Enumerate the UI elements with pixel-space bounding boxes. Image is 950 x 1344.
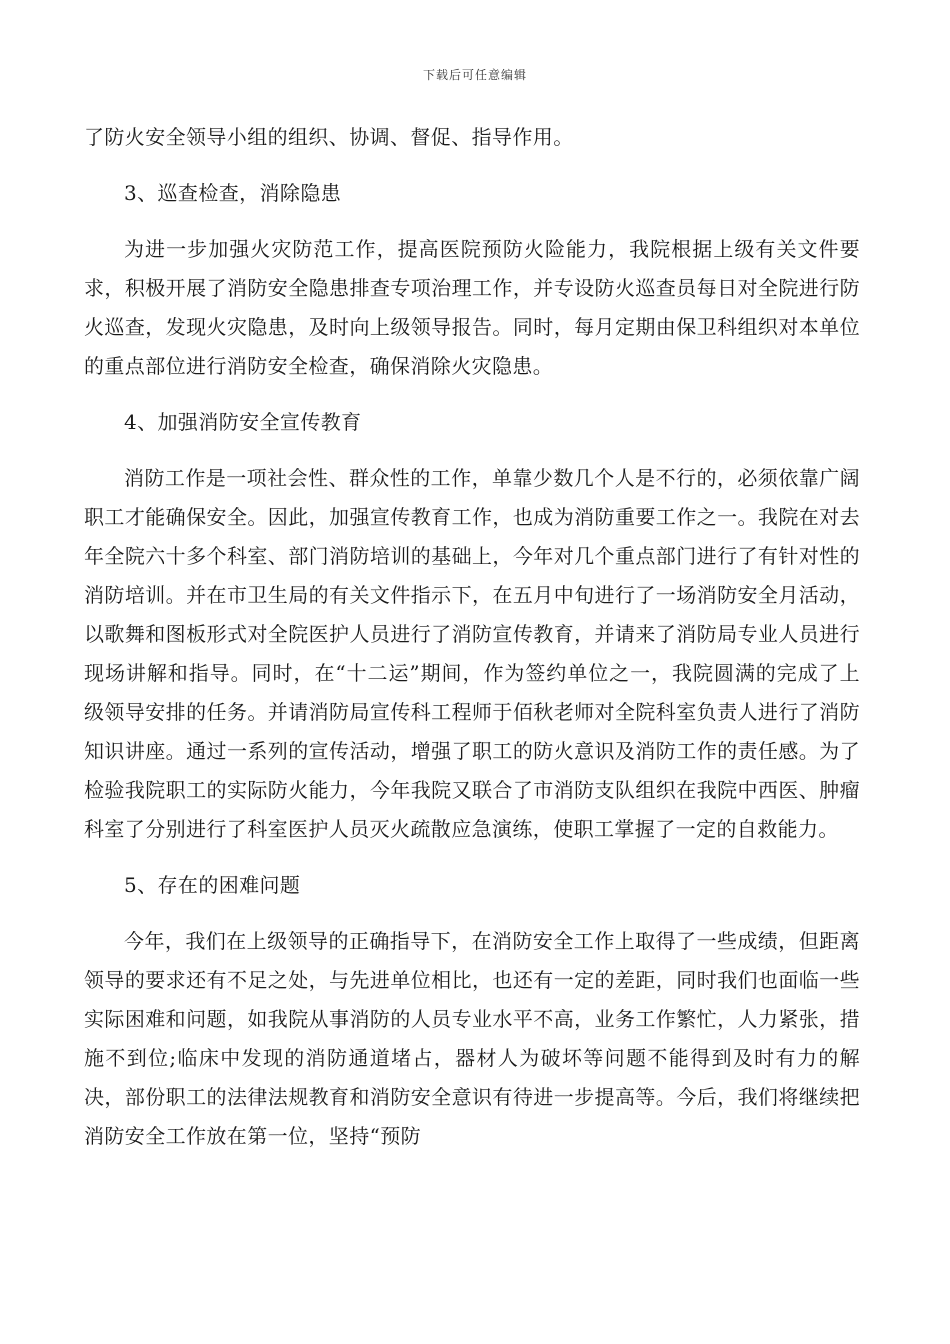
section-heading-5: 5、存在的困难问题 — [124, 873, 301, 897]
section-heading-3: 3、巡查检查，消除隐患 — [124, 181, 342, 205]
header-note: 下载后可任意编辑 — [422, 68, 527, 82]
paragraph-section-3: 为进一步加强火灾防范工作，提高医院预防火险能力，我院根据上级有关文件要求，积极开展了消防安全隐患排查专项治理工作，并专设防火巡查员每日对全院进行防火巡查，发现火灾隐患，及时向上级领导报告。同时，每月定期由保卫科组织对本单位的重点部位进行消防安全检查，确保消除火灾隐患。 — [84, 237, 860, 378]
document-body — [84, 118, 860, 1156]
section-heading-4: 4、加强消防安全宣传教育 — [124, 410, 362, 434]
paragraph-section-5: 今年，我们在上级领导的正确指导下，在消防安全工作上取得了一些成绩，但距离领导的要求还有不足之处，与先进单位相比，也还有一定的差距，同时我们也面临一些实际困难和问题，如我院从事消防的人员专业水平不高，业务工作繁忙，人力紧张，措施不到位;临床中发现的消防通道堵占，器材人为破坏等问题不能得到及时有力的解决，部份职工的法律法规教育和消防安全意识有待进一步提高等。今后，我们将继续把消防安全工作放在第一位，坚持“预防 — [84, 929, 860, 1148]
paragraph-continuation: 了防火安全领导小组的组织、协调、督促、指导作用。 — [84, 125, 574, 149]
paragraph-section-4: 消防工作是一项社会性、群众性的工作，单靠少数几个人是不行的，必须依靠广阔职工才能确保安全。因此，加强宣传教育工作，也成为消防重要工作之一。我院在对去年全院六十多个科室、部门消防培训的基础上，今年对几个重点部门进行了有针对性的消防培训。并在市卫生局的有关文件指示下，在五月中旬进行了一场消防安全月活动，以歌舞和图板形式对全院医护人员进行了消防宣传教育，并请来了消防局专业人员进行现场讲解和指导。同时，在“十二运”期间，作为签约单位之一，我院圆满的完成了上级领导安排的任务。并请消防局宣传科工程师于佰秋老师对全院科室负责人进行了消防知识讲座。通过一系列的宣传活动，增强了职工的防火意识及消防工作的责任感。为了检验我院职工的实际防火能力，今年我院又联合了市消防支队组织在我院中西医、肿瘤科室了分别进行了科室医护人员灭火疏散应急演练，使职工掌握了一定的自救能力。 — [84, 466, 860, 841]
